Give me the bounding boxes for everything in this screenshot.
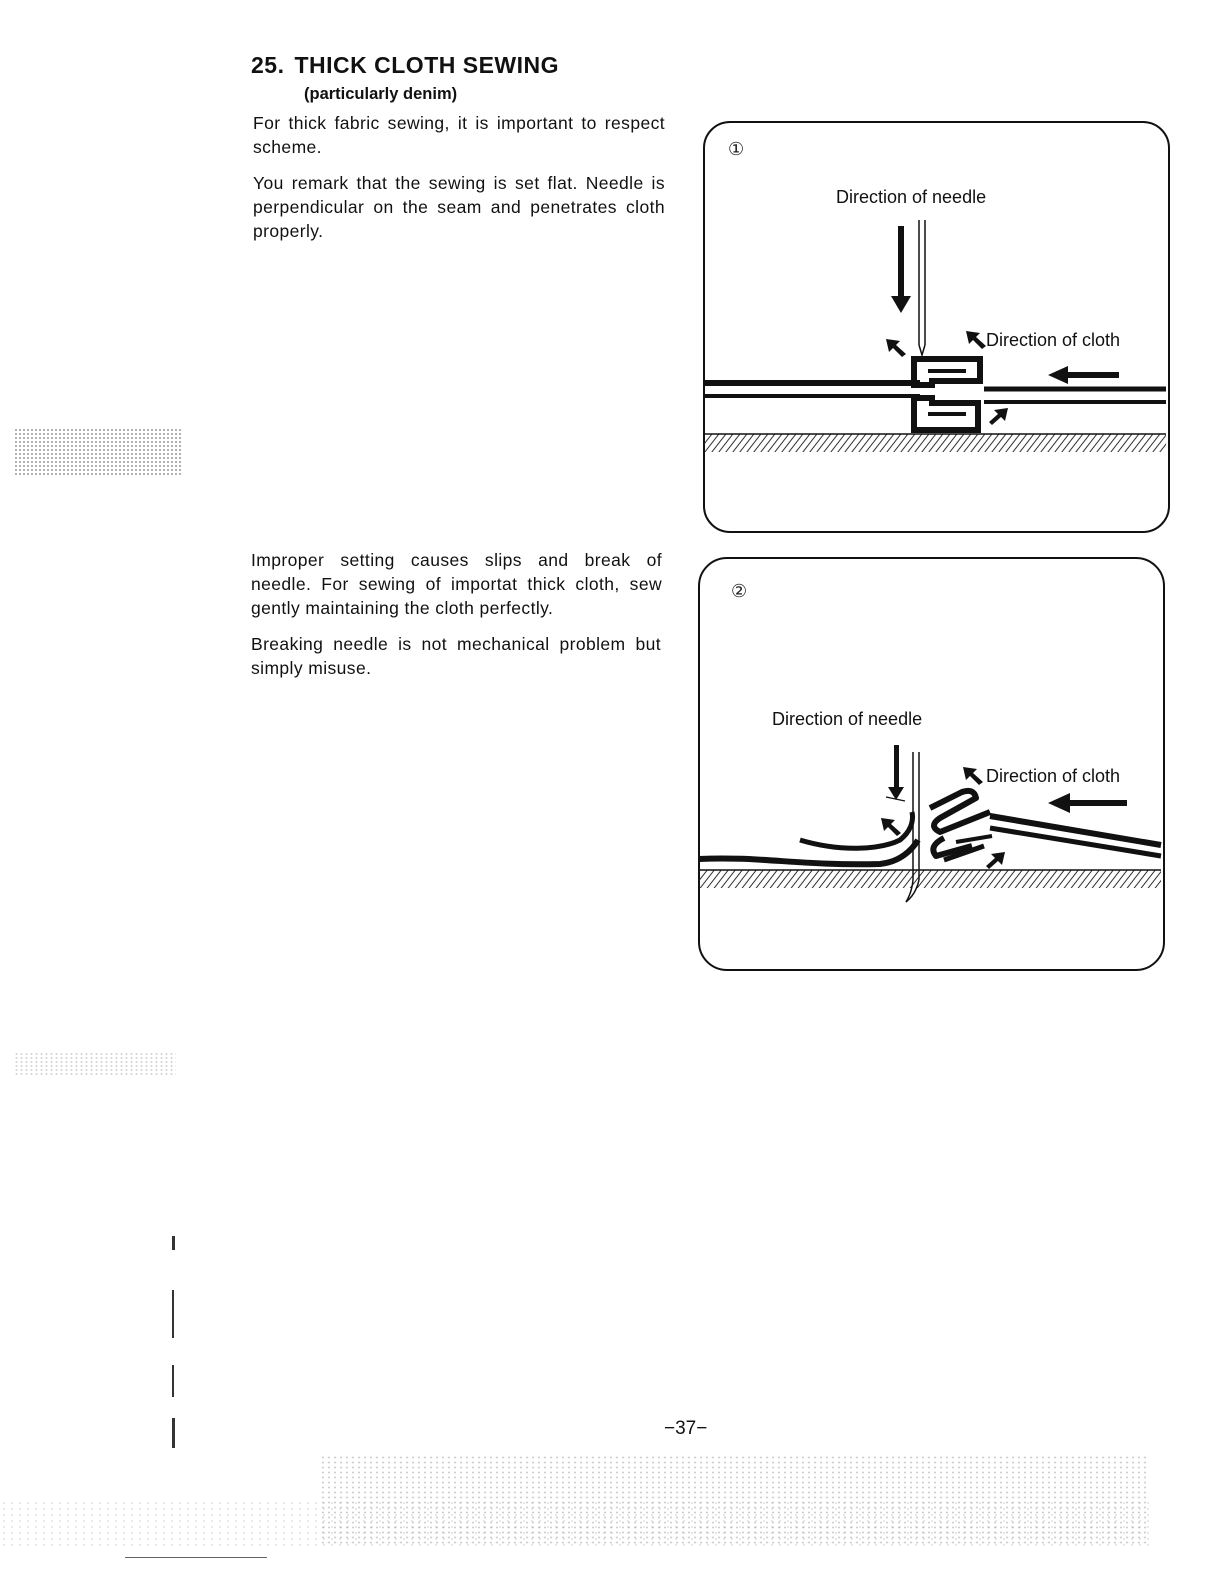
figure-2-force-arrow xyxy=(881,818,901,836)
figure-2-needle-label: Direction of needle xyxy=(772,709,923,729)
figure-2-cloth-layers xyxy=(699,812,1161,864)
figure-2-force-arrow xyxy=(963,767,983,785)
figure-2 xyxy=(699,558,1164,970)
section-subtitle: (particularly denim) xyxy=(304,85,458,103)
figure-1-cloth-arrow xyxy=(1048,366,1119,384)
figure-1-frame xyxy=(704,122,1169,532)
figure-2-frame xyxy=(699,558,1164,970)
figure-1-needle xyxy=(919,220,925,355)
section-title: THICK CLOTH SEWING xyxy=(294,52,560,78)
figure-2-marker: ② xyxy=(731,581,748,602)
figure-2-bed-hatch xyxy=(699,870,1161,888)
figure-2-force-arrow xyxy=(986,852,1005,869)
figure-1-needle-arrow xyxy=(891,226,911,313)
figure-2-seam-fold xyxy=(930,791,992,860)
figure-1-force-arrow xyxy=(989,408,1008,425)
paragraph-flat-seam: You remark that the sewing is set flat. Needle is perpendicular on the seam and penetrates cloth properly. xyxy=(253,173,665,241)
figure-2-cloth-label: Direction of cloth xyxy=(986,766,1121,786)
figure-1-force-arrow xyxy=(966,331,986,349)
paragraph-intro: For thick fabric sewing, it is important to respect scheme. xyxy=(253,113,665,157)
figure-1-cloth-label: Direction of cloth xyxy=(986,330,1121,350)
section-number: 25. xyxy=(251,52,285,78)
page-number: −37− xyxy=(664,1418,708,1439)
figure-1-needle-label: Direction of needle xyxy=(836,187,987,207)
paragraph-misuse: Breaking needle is not mechanical problem but simply misuse. xyxy=(251,634,661,678)
figure-1-marker: ① xyxy=(728,139,745,160)
figure-1 xyxy=(704,122,1169,532)
figure-2-cloth-arrow xyxy=(1048,793,1127,813)
figure-2-needle-arrow xyxy=(886,745,905,801)
paragraph-improper-setting: Improper setting causes slips and break of needle. For sewing of importat thick cloth, sew gently maintaining the cloth perfectly. xyxy=(251,550,662,618)
figure-1-force-arrow xyxy=(886,339,906,357)
figure-1-bed-hatch xyxy=(704,434,1166,452)
